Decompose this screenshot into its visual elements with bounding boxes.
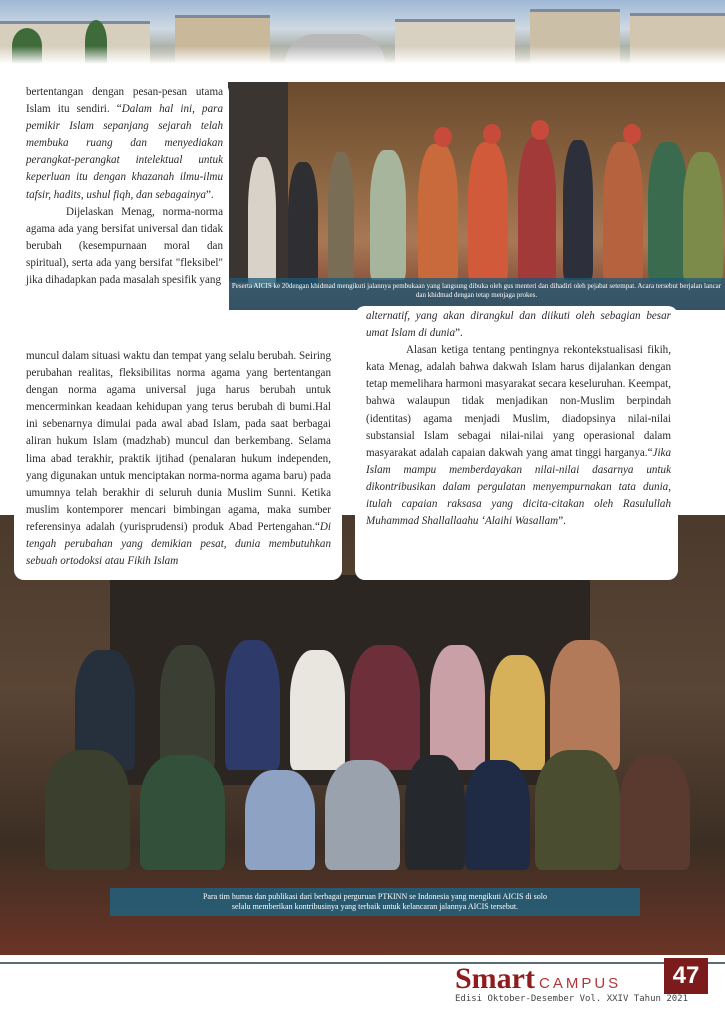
event-photo-opening — [228, 82, 725, 310]
paragraph-a1: bertentangan dengan pesan-pesan utama Islam itu sendiri. “Dalam hal ini, para pemikir Islam sepanjang sejarah telah membuka ruang dan menyediakan perangkat-perangkat intelektual untuk keperluan itu dengan khazanah ilmu-ilmu tafsir, hadits, ushul fiqh, dan sebagainya”. — [26, 86, 223, 201]
article-column-b — [366, 308, 671, 530]
photo-caption-group — [110, 888, 640, 916]
article-column-a-bottom — [26, 348, 331, 570]
photo-caption-opening: Peserta AICIS ke 20dengan khidmad mengikuti jalannya pembukaan yang langsung dibuka oleh gus menteri dan dihadiri oleh pejabat setempat. Acara tersebut berjalan lancar dan khidmad dengan tetap menjaga prokes. — [228, 278, 725, 310]
logo-campus: CAMPUS — [538, 975, 622, 992]
paragraph-b1: alternatif, yang akan dirangkul dan diikuti oleh sebagian besar umat Islam di dunia”. — [366, 310, 671, 340]
paragraph-b2: Alasan ketiga tentang pentingnya rekontekstualisasi fikih, kata Menag, adalah bahwa dakwah Islam harus dijalankan dengan tetap memelihara harmoni masyarakat secara keseluruhan. Keempat, bahwa walaupun tidak menjadikan non-Muslim berpindah (identitas) agama menjadi Muslim, diadopsinya nilai-nilai substansial Islam sebagai nilai-nilai yang operasional dalam masyarakat adalah capaian dakwah yang amat tinggi harganya.“Jika Islam mampu memberdayakan nilai-nilai dasarnya untuk dikontribusikan dalam pergulatan menyempurnakan tata dunia, itulah capaian raksasa yang dicita-citakan oleh Rasulullah Muhammad Shallallaahu ‘Alaihi Wasallam”. — [366, 344, 671, 528]
caption-group-line-2: selalu memberikan kontribusinya yang terbaik untuk kelancaran jalannya AICIS tersebut. — [231, 902, 519, 911]
paragraph-a2-bottom: muncul dalam situasi waktu dan tempat yang selalu berubah. Seiring perubahan realitas, fleksibilitas norma agama yang bertentangan dengan norma agama universal juga harus berubah untuk mencerminkan keadaan kehidupan yang terus berubah di bumi.Hal ini sebenarnya dimulai pada awal abad Islam, pada saat berbagai aliran hukum Islam (madzhab) muncul dan berkembang. Selama lima abad terakhir, praktik ijtihad (penalaran hukum independen, yang digunakan untuk menciptakan norma-norma agama baru) pada umumnya telah berakhir di seluruh dunia Muslim Sunni. Ketika muslim kontemporer mencari bimbingan agama, maka sumber referensinya adalah (yurisprudensi) produk Abad Pertengahan.“Di tengah perubahan yang demikian pesat, dunia membutuhkan sebuah ortodoksi atau Fikih Islam — [26, 350, 332, 568]
logo-smart: Smart — [455, 962, 535, 995]
header-banner-image — [0, 0, 725, 64]
caption-group-line-1: Para tim humas dan publikasi dari berbagai perguruan PTKINN se Indonesia yang mengikuti AICIS di solo — [202, 892, 547, 901]
page-number: 47 — [664, 958, 708, 994]
paragraph-a2-top: Dijelaskan Menag, norma-norma agama ada yang bersifat universal dan tidak berubah (kesempurnaan moral dan spiritual), serta ada yang bersifat "fleksibel" jika dihadapkan pada masalah spesifik yang — [26, 205, 223, 287]
edition-info: Edisi Oktober-Desember Vol. XXIV Tahun 2021 — [455, 994, 688, 1004]
magazine-logo — [455, 962, 621, 996]
article-column-a-top — [26, 84, 223, 289]
